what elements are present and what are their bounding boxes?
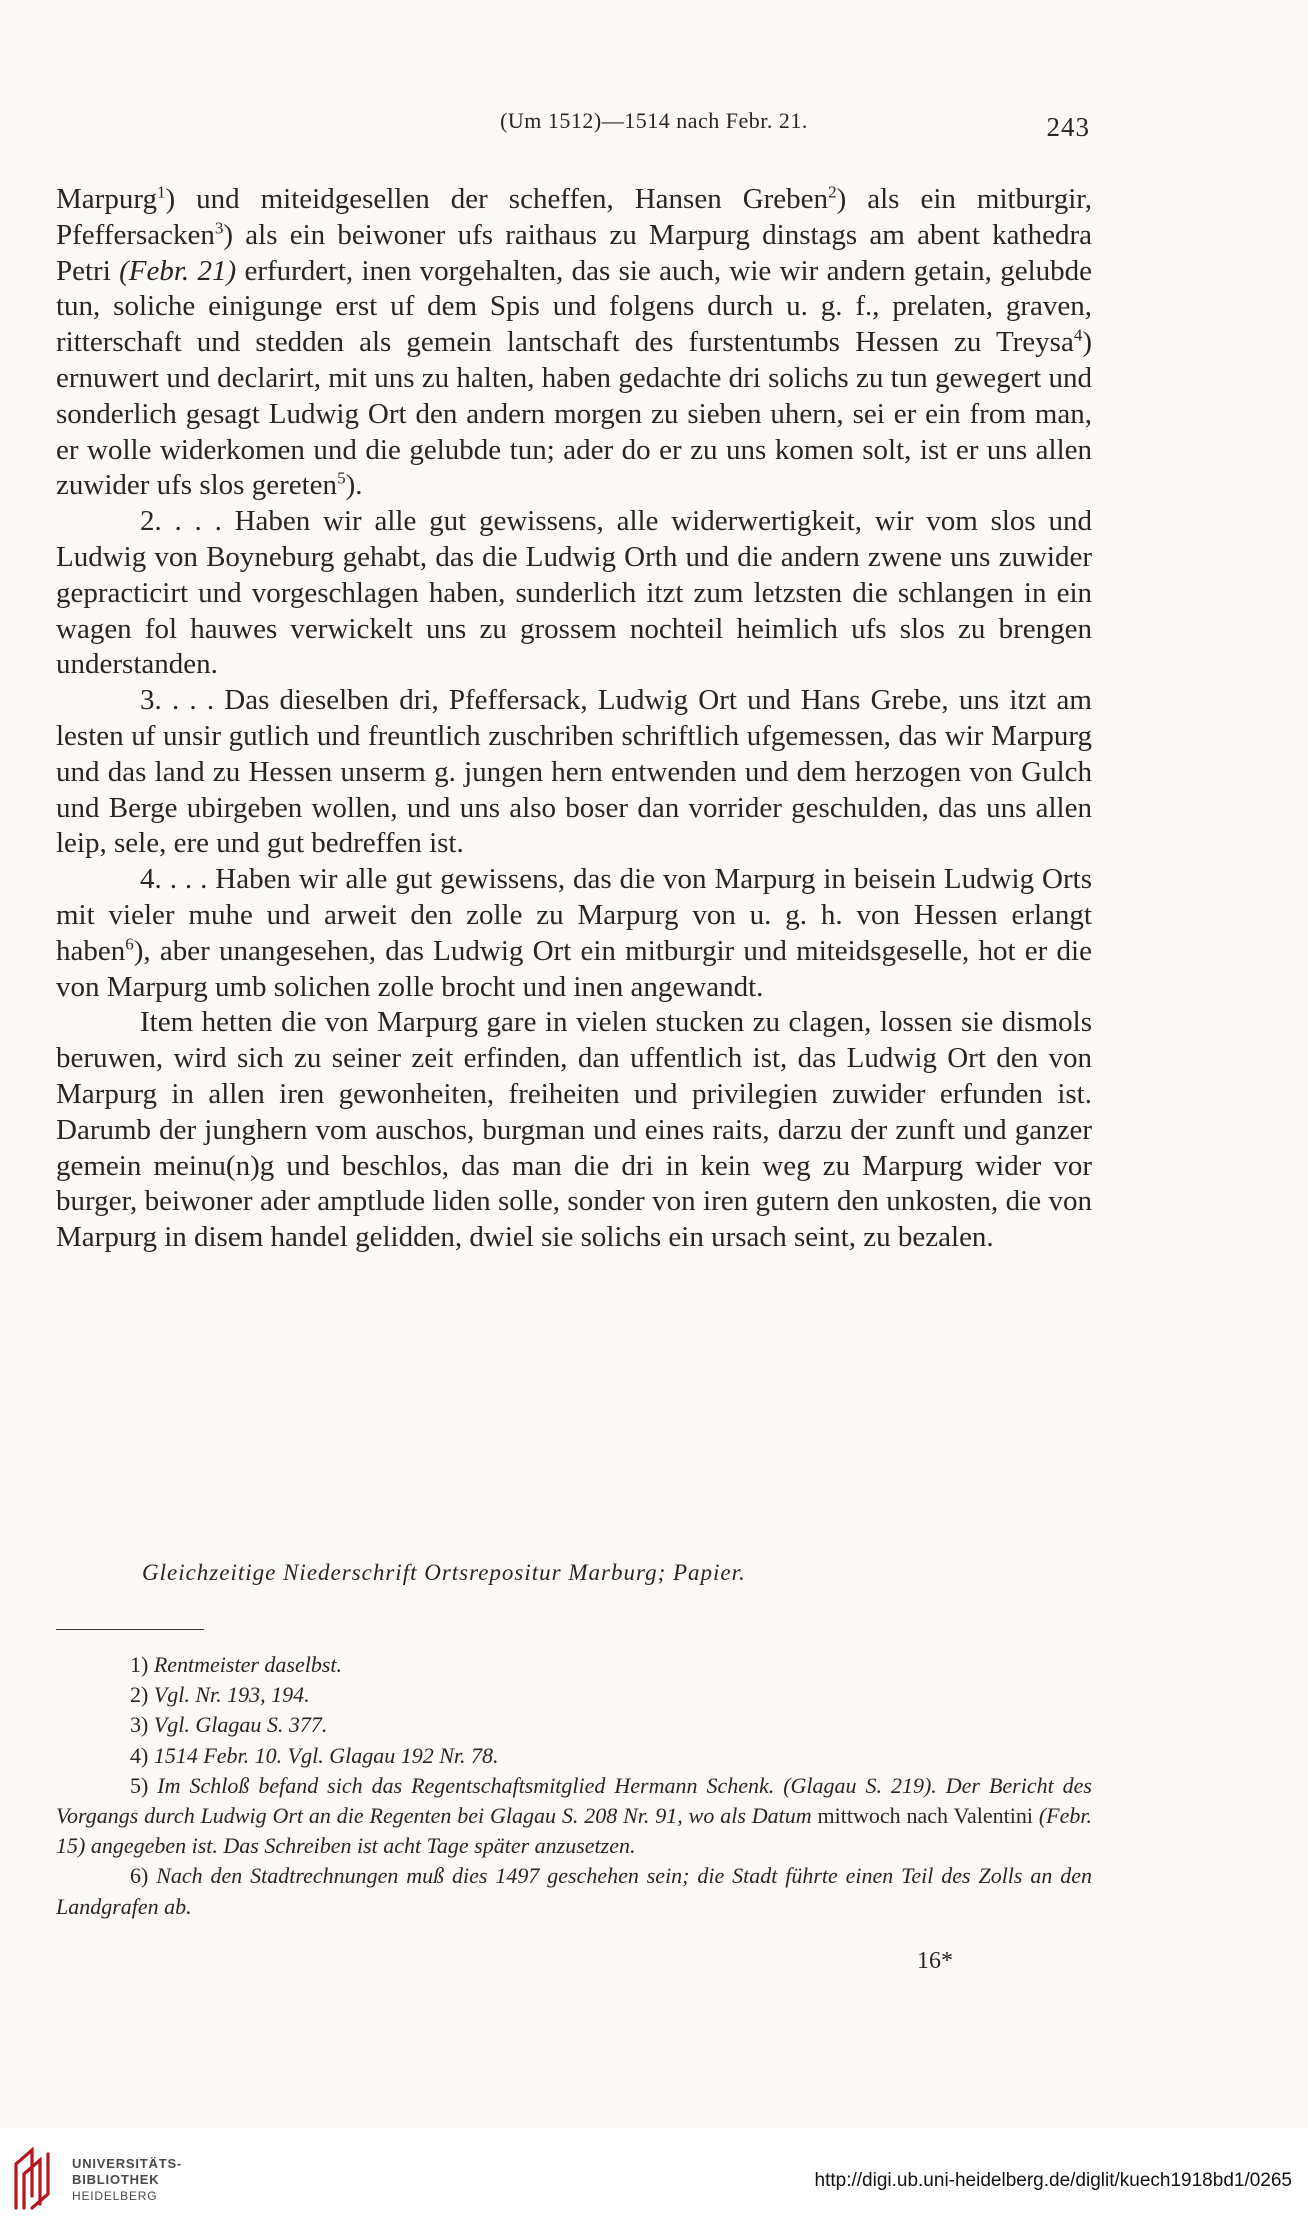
library-name [72,2156,182,2204]
printer-signature: 16* [917,1948,953,1974]
page-header [0,108,1308,148]
text-run: ) als ein beiwoner ufs raithaus zu Marpurg dinstags am abent kathedra Petri [56,218,1092,287]
paragraph-1 [56,182,1092,504]
paragraph-5: Item hetten die von Marpurg gare in vielen stucken zu clagen, lossen sie dismols beruwen, wird sich zu seiner zeit erfinden, dan uffentlich ist, das Ludwig Ort den von Marpurg in allen iren gewonheiten, freiheiten und privilegien zuwider erfunden ist. Darumb der junghern vom auschos, burgman und eines raits, darzu der zunft und ganzer gemein meinu(n)g und beschlos, das man die dri in kein weg zu Marpurg wider vor burger, beiwoner ader amptlude liden solle, sonder von iren gutern den unkosten, die von Marpurg in disem handel gelidden, dwiel sie solichs ein ursach seint, zu bezalen. [56,1006,1092,1254]
footnote-number: 5) [130,1772,149,1798]
footnote-text: 1514 Febr. 10. Vgl. Glagau 192 Nr. 78. [153,1742,499,1768]
footnote-number: 2) [130,1682,149,1708]
footnote-text: (Febr. 15) angegeben ist. Das Schreiben ist acht Tage später anzusetzen. [56,1803,1092,1859]
footnote-ref-1[interactable]: 1 [156,182,166,202]
footnote-number: 6) [130,1863,149,1889]
text-run: 4. . . . Haben wir alle gut gewissens, das die von Marpurg in beisein Ludwig Orts mit vieler muhe und arweit den zolle zu Marpurg von u. g. h. von Hessen erlangt haben [56,863,1092,967]
running-head: (Um 1512)—1514 nach Febr. 21. [500,108,808,133]
page-number: 243 [1046,112,1090,142]
text-run: Marpurg [56,183,157,215]
footnote-5 [56,1771,1092,1862]
footnote-number: 3) [130,1712,149,1738]
footnote-ref-3[interactable]: 3 [214,218,224,238]
footnote-1 [56,1650,1092,1680]
footnote-text: Rentmeister daselbst. [153,1652,343,1677]
footnote-number: 4) [130,1742,149,1768]
footnote-ref-6[interactable]: 6 [125,934,134,954]
footnote-text-roman: mittwoch nach Valentini [811,1803,1039,1829]
text-run: ) als ein mitburgir, Pfeffersacken [56,183,1092,251]
library-name-line: HEIDELBERG [72,2189,158,2203]
text-run: ). [345,469,363,502]
footnote-3 [56,1710,1092,1740]
text-run: ) ernuwert und declarirt, mit uns zu halten, haben gedachte dri solichs zu tun gewegert und sonderlich gesagt Ludwig Ort den andern morgen zu sieben uhern, sei er ein from man, er wolle widerkomen und die gelubde tun; ader do er zu uns komen solt, ist er uns allen zuwider ufs slos gereten [56,326,1092,502]
footnote-text: Nach den Stadtrechnungen muß dies 1497 geschehen sein; die Stadt führte einen Teil des Zolls an den Landgrafen ab. [56,1863,1092,1919]
library-name-line: UNIVERSITÄTS- [72,2156,183,2171]
library-logo-icon[interactable] [12,2146,54,2212]
body-text [56,182,1092,1256]
footnote-text: Vgl. Glagau S. 377. [153,1712,328,1738]
footnote-text: Im Schloß befand sich das Regentschaftsmitglied Hermann Schenk. (Glagau S. 219). Der Bericht des Vorgangs durch Ludwig Ort an die Regenten bei Glagau S. 208 Nr. 91, wo als Datum [56,1772,1092,1829]
paragraph-2: 2. . . . Haben wir alle gut gewissens, alle widerwertigkeit, wir vom slos und Ludwig von Boyneburg gehabt, das die Ludwig Orth und die andern zwene uns zuwider gepracticirt und vorgeschlagen haben, sunderlich itzt zum letzsten die schlangen in ein wagen fol hauwes verwickelt uns zu grossem nochteil heimlich ufs slos zu brengen understanden. [56,505,1092,681]
footnote-6 [56,1861,1092,1921]
footnote-2 [56,1680,1092,1710]
permalink-url[interactable]: http://digi.ub.uni-heidelberg.de/diglit/kuech1918bd1/0265 [814,2170,1292,2191]
library-name-line: BIBLIOTHEK [72,2172,160,2187]
text-run: ) und miteidgesellen der scheffen, Hansen Greben [165,183,829,215]
footnote-ref-2[interactable]: 2 [828,182,837,202]
footnote-text: Vgl. Nr. 193, 194. [153,1682,310,1708]
paragraph-4 [56,862,1092,1005]
footnote-divider [56,1629,204,1630]
paragraph-3: 3. . . . Das dieselben dri, Pfeffersack, Ludwig Ort und Hans Grebe, uns itzt am lesten uf unsir gutlich und freuntlich zuschriben schriftlich ufgemessen, das wir Marpurg und das land zu Hessen unserm g. jungen hern entwenden und dem herzogen von Gulch und Berge ubirgeben wollen, und uns also boser dan vorrider geschulden, das uns allen leip, sele, ere und gut bedreffen ist. [56,684,1092,860]
footnote-ref-4[interactable]: 4 [1073,325,1083,345]
text-run: erfurdert, inen vorgehalten, das sie auch, wie wir andern getain, gelubde tun, soliche einigunge erst uf dem Spis und folgens durch u. g. f., prelaten, graven, ritterschaft und stedden als gemein lantschaft des furstentumbs Hessen zu Treysa [56,254,1092,359]
footnote-4 [56,1741,1092,1771]
footnote-ref-5[interactable]: 5 [337,468,346,488]
viewer-footer [0,2128,1308,2225]
source-note: Gleichzeitige Niederschrift Ortsrepositur Marburg; Papier. [142,1560,746,1585]
date-annotation: (Febr. 21) [119,254,237,287]
footnote-number: 1) [130,1652,149,1677]
footnotes [56,1650,1092,1922]
text-run: ), aber unangesehen, das Ludwig Ort ein mitburgir und miteidsgeselle, hot er die von Marpurg umb solichen zolle brocht und inen angewandt. [56,934,1092,1003]
